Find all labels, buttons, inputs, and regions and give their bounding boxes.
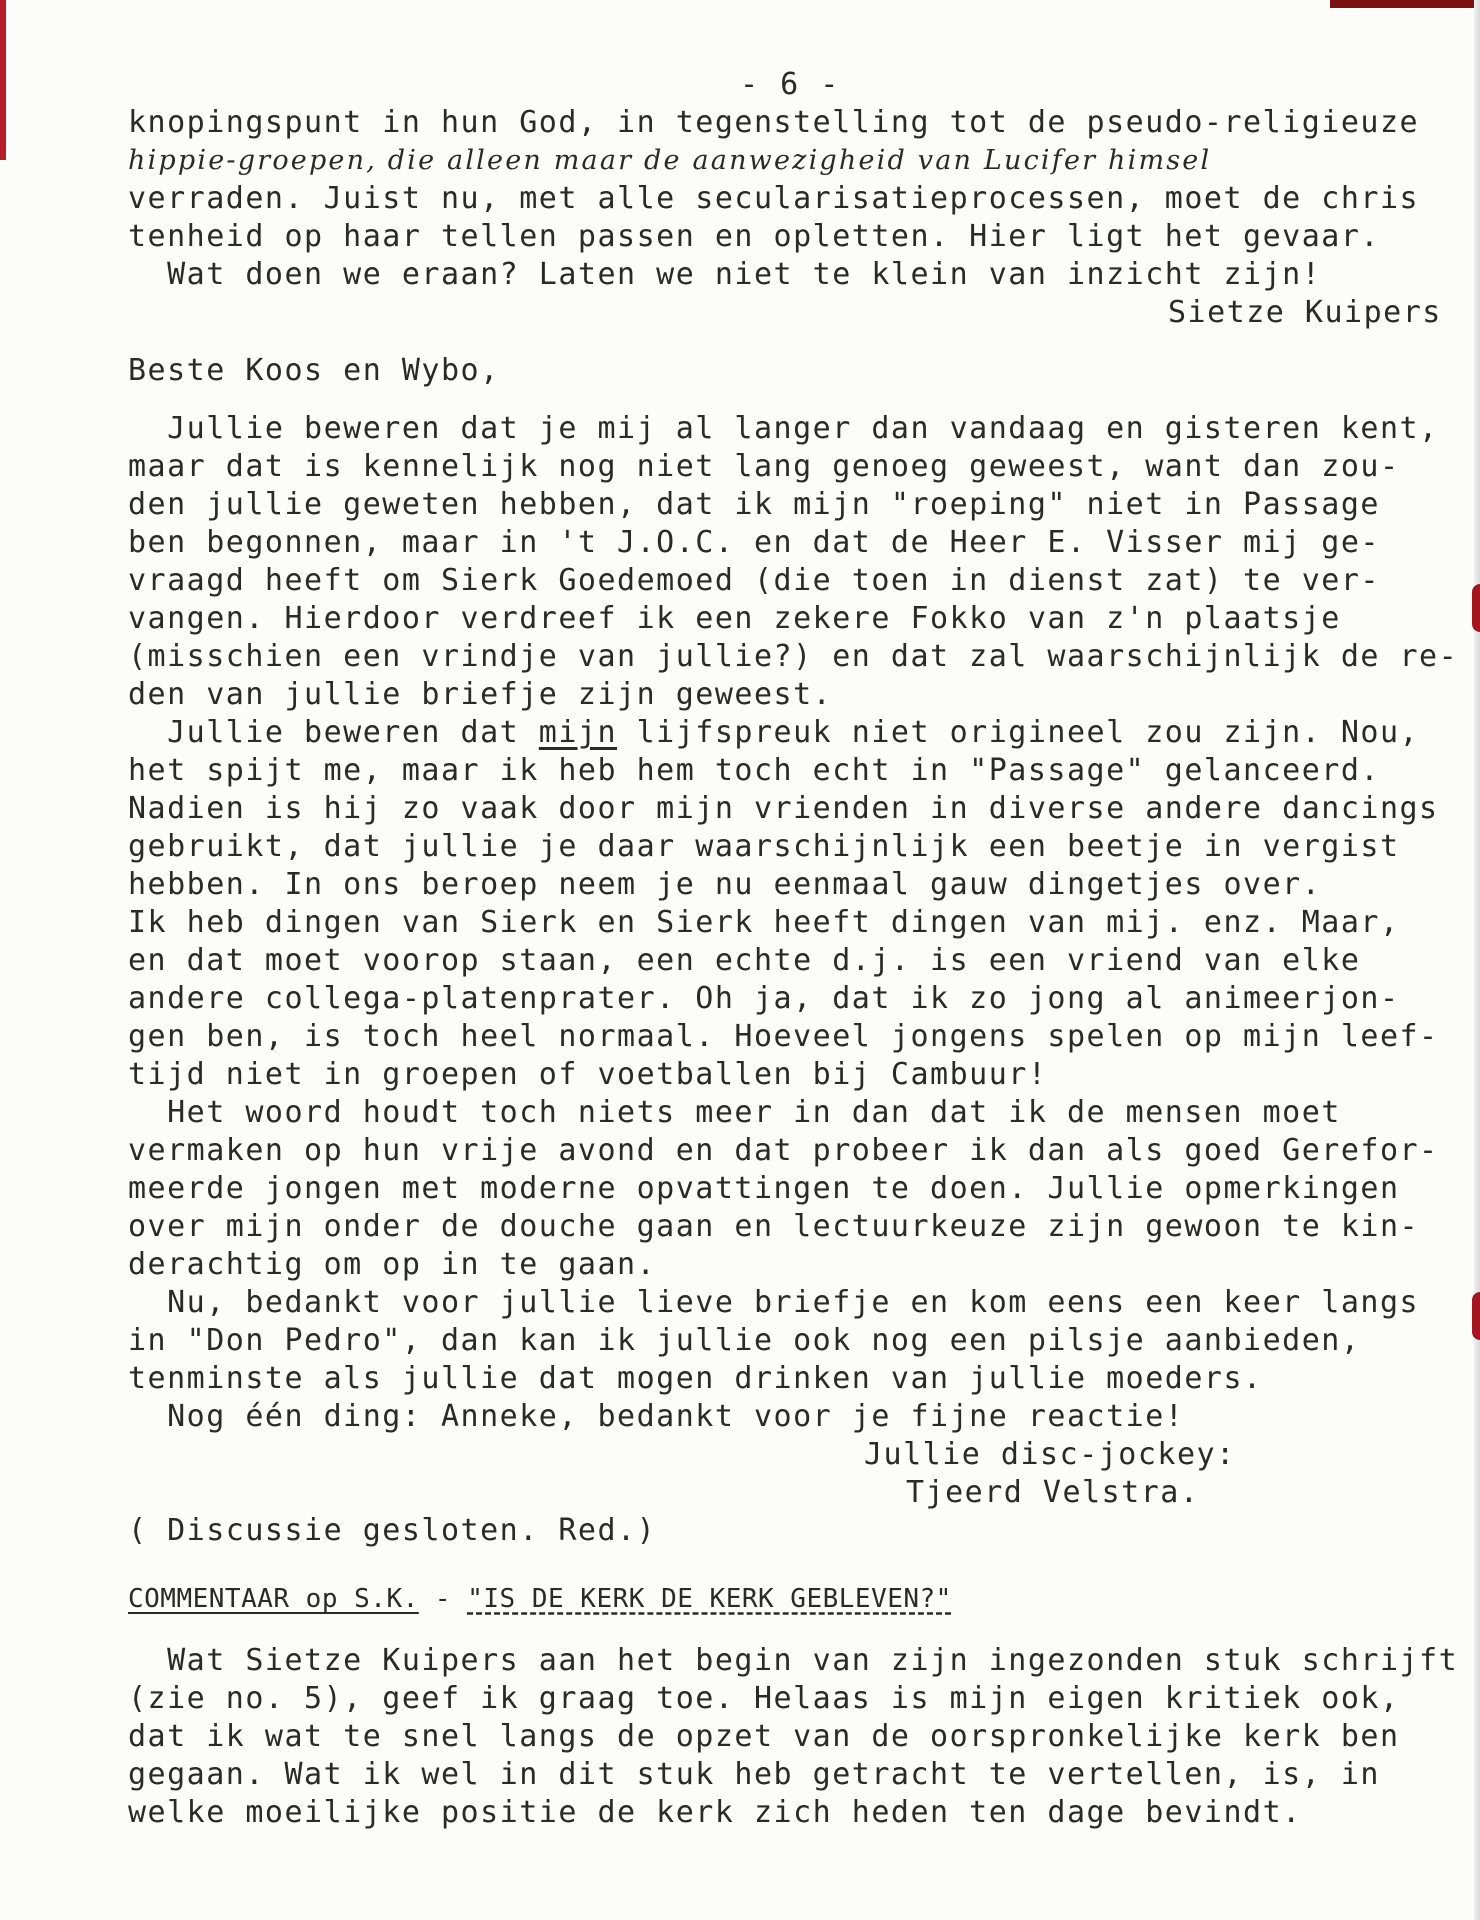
text-line: tenheid op haar tellen passen en opletten. Hier ligt het gevaar. [128,219,1380,254]
scan-edge-mark [0,0,6,160]
text-line: en dat moet voorop staan, een echte d.j. is een vriend van elke [128,943,1361,978]
text-line: dat ik wat te snel langs de opzet van de oorspronkelijke kerk ben [128,1719,1400,1754]
page-number: - 6 - [740,67,841,102]
text-line: vangen. Hierdoor verdreef ik een zekere Fokko van z'n plaatsje [128,601,1341,636]
text-line: Wat Sietze Kuipers aan het begin van zijn ingezonden stuk schrijft [128,1643,1459,1678]
text-line: vermaken op hun vrije avond en dat probeer ik dan als goed Gerefor- [128,1133,1439,1168]
binder-tab-mark [1472,1292,1480,1340]
text-segment: lijfspreuk niet origineel zou zijn. Nou, [617,715,1420,750]
heading-left: COMMENTAAR op S.K. [128,1584,419,1614]
text-segment: Jullie beweren dat [128,715,539,750]
text-line: gebruikt, dat jullie je daar waarschijnlijk een beetje in vergist [128,829,1400,864]
text-line: in "Don Pedro", dan kan ik jullie ook nog een pilsje aanbieden, [128,1323,1361,1358]
signature-tjeerd: Tjeerd Velstra. [906,1475,1200,1510]
text-line: Nu, bedankt voor jullie lieve briefje en kom eens een keer langs [128,1285,1420,1320]
text-line: Het woord houdt toch niets meer in dan dat ik de mensen moet [128,1095,1341,1130]
text-line: den van jullie briefje zijn geweest. [128,677,833,712]
text-line-italic: hippie-groepen, die alleen maar de aanwezigheid van Lucifer himsel [128,145,1212,176]
text-line: gen ben, is toch heel normaal. Hoeveel jongens spelen op mijn leef- [128,1019,1439,1054]
text-line: Jullie beweren dat je mij al langer dan vandaag en gisteren kent, [128,411,1439,446]
text-line: (zie no. 5), geef ik graag toe. Helaas is mijn eigen kritiek ook, [128,1681,1400,1716]
text-line: Nog één ding: Anneke, bedankt voor je fijne reactie! [128,1399,1185,1434]
underlined-word: mijn [538,715,618,750]
text-line: meerde jongen met moderne opvattingen te doen. Jullie opmerkingen [128,1171,1400,1206]
heading-right: "IS DE KERK DE KERK GEBLEVEN?" [467,1584,952,1614]
text-line: vraagd heeft om Sierk Goedemoed (die toen in dienst zat) te ver- [128,563,1380,598]
spacer [128,332,1473,352]
spacer [128,390,1473,410]
text-line: tenminste als jullie dat mogen drinken van jullie moeders. [128,1361,1263,1396]
text-line [128,714,1473,752]
text-line: den jullie geweten hebben, dat ik mijn "roeping" niet in Passage [128,487,1380,522]
text-line: tijd niet in groepen of voetballen bij Cambuur! [128,1057,1048,1092]
text-line: maar dat is kennelijk nog niet lang genoeg geweest, want dan zou- [128,449,1400,484]
text-line: knopingspunt in hun God, in tegenstelling tot de pseudo-religieuze [128,105,1420,140]
text-line: andere collega-platenprater. Oh ja, dat ik zo jong al animeerjon- [128,981,1400,1016]
letter-greeting: Beste Koos en Wybo, [128,353,500,388]
page-content [128,66,1473,1832]
text-line: welke moeilijke positie de kerk zich heden ten dage bevindt. [128,1795,1302,1830]
letter-closing: Jullie disc-jockey: [864,1437,1236,1472]
scan-corner-mark [1330,0,1480,8]
text-line: (misschien een vrindje van jullie?) en dat zal waarschijnlijk de re- [128,639,1459,674]
text-line: Wat doen we eraan? Laten we niet te klein van inzicht zijn! [128,257,1322,292]
text-line: Ik heb dingen van Sierk en Sierk heeft dingen van mij. enz. Maar, [128,905,1400,940]
text-line: hebben. In ons beroep neem je nu eenmaal gauw dingetjes over. [128,867,1322,902]
binder-tab-mark [1472,584,1480,632]
text-line: Nadien is hij zo vaak door mijn vrienden in diverse andere dancings [128,791,1439,826]
text-line: gegaan. Wat ik wel in dit stuk heb getracht te vertellen, is, in [128,1757,1380,1792]
spacer [128,1550,1473,1580]
spacer [128,1622,1473,1642]
heading-dash: - [418,1584,468,1614]
section-heading [128,1580,1473,1622]
text-line: derachtig om op in te gaan. [128,1247,657,1282]
signature-sietze: Sietze Kuipers [1168,295,1442,330]
page-edge [1474,0,1480,1920]
text-line: het spijt me, maar ik heb hem toch echt in "Passage" gelanceerd. [128,753,1380,788]
text-line: ben begonnen, maar in 't J.O.C. en dat de Heer E. Visser mij ge- [128,525,1380,560]
text-line: verraden. Juist nu, met alle secularisatieprocessen, moet de chris [128,181,1420,216]
editor-note: ( Discussie gesloten. Red.) [128,1513,657,1548]
text-line: over mijn onder de douche gaan en lectuurkeuze zijn gewoon te kin- [128,1209,1420,1244]
